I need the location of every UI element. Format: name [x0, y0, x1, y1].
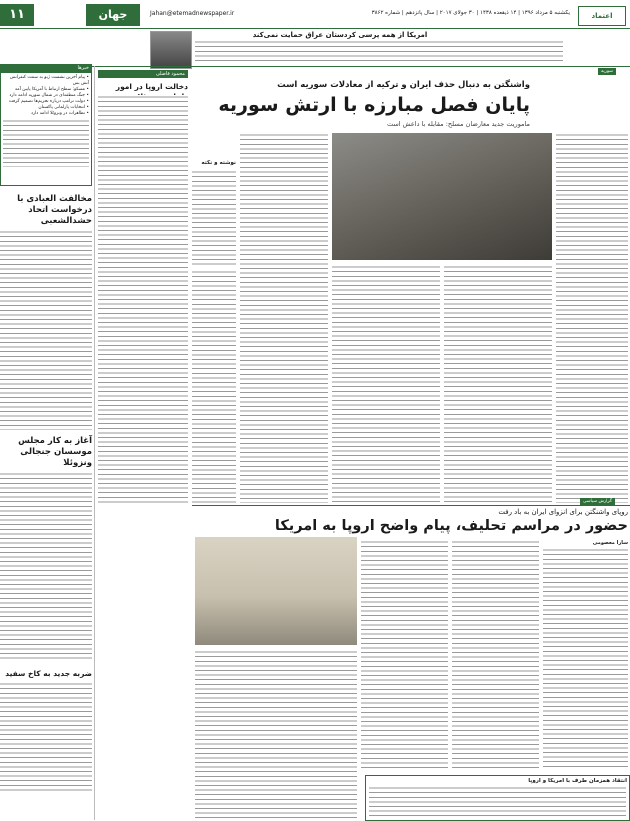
page-header: [0, 0, 630, 28]
left-article-title: آغاز به کار مجلس موسسان جنجالی ونزوئلا: [18, 436, 92, 468]
news-item: • دولت ترامپ درباره تحریم‌ها تصمیم گرفت: [8, 99, 89, 104]
syria-text: [444, 265, 552, 503]
news-item: • جنگ منطقه‌ای در شمال سوریه ادامه دارد: [9, 93, 89, 98]
syria-subtitle: ماموریت جدید معارضان مسلح: مقابله با داعش است: [386, 120, 530, 128]
syria-title: پایان فصل مبارزه با ارتش سوریه: [218, 94, 530, 116]
section-rule: [192, 505, 630, 506]
left-article-title: مخالفت العبادی با درخواست اتحاد حشدالشعبی: [17, 194, 92, 226]
note-body: [192, 170, 236, 265]
iran-text: [195, 650, 357, 820]
syria-photo: [332, 133, 552, 260]
syria-tag: سوریه: [598, 68, 616, 75]
page-number: ١١: [0, 4, 34, 26]
bottom-box-text: [369, 786, 626, 816]
iran-text: [361, 540, 448, 770]
banner-text: [195, 40, 563, 62]
iran-kicker: روپای واشنگتن برای انزوای ایران به باد رفت: [498, 508, 628, 516]
column-divider: [94, 66, 95, 820]
opinion-author: محمود فاضلی: [98, 70, 188, 78]
syria-text: [240, 133, 328, 503]
iran-text: [452, 540, 539, 770]
bottom-box: [365, 775, 630, 821]
section-label: جهان: [86, 4, 140, 26]
note-title: نوشته و نکته: [201, 160, 236, 166]
banner-rule: [92, 66, 630, 67]
news-box-head: خبرها: [0, 64, 92, 72]
banner-title: امریکا از همه پرسی کردستان عراق حمایت نمی‌کند: [252, 31, 428, 39]
news-item: • پیام آخرین نشست ژنو به سمت کنفرانس آتش بس: [9, 75, 89, 86]
left-article-body: [0, 682, 92, 792]
news-box: [0, 72, 92, 186]
bottom-box-title: انتقاد همزمان طرف با امریکا و اروپا: [528, 778, 627, 784]
section-email[interactable]: Jahan@etemadnewspaper.ir: [150, 10, 235, 17]
left-article-title: ضربه جدید به کاخ سفید: [5, 669, 92, 678]
news-item: • مسکو: سطح ارتباط با آمریکا پایین آمد: [14, 87, 89, 92]
iran-author: سارا معصومی: [592, 540, 628, 546]
news-box-text: [3, 119, 89, 167]
syria-text: [332, 265, 440, 503]
left-article-body: [0, 230, 92, 430]
iran-tag: گزارش سیاسی: [580, 498, 615, 505]
left-article-body: [0, 472, 92, 662]
banner-photo: [150, 31, 192, 69]
iran-text: [543, 548, 628, 770]
news-item: • تظاهرات در ونزوئلا ادامه دارد: [31, 111, 89, 116]
mid-text: [192, 270, 236, 505]
syria-kicker: واشنگتن به دنبال حذف ایران و ترکیه از معادلات سوریه است: [277, 80, 530, 90]
dateline: یکشنبه ۵ مرداد ۱۳۹۶ | ۱۴ ذیقعده ۱۴۳۸ | ۳۰ جولای ۲۰۱۷ | سال پانزدهم | شماره ۳۸۶۲: [371, 10, 570, 16]
iran-title: حضور در مراسم تحلیف، پیام واضح اروپا به امریکا: [274, 518, 628, 534]
left-column: [0, 64, 92, 820]
syria-text: [556, 133, 628, 503]
iran-photo: [195, 537, 357, 645]
header-rule: [0, 28, 630, 29]
news-item: • انتخابات پارلمانی پاکستان: [38, 105, 89, 110]
newspaper-logo: اعتماد: [578, 6, 626, 26]
opinion-title: دخالت اروپا در امور: [115, 82, 188, 91]
opinion-body: [98, 95, 188, 505]
